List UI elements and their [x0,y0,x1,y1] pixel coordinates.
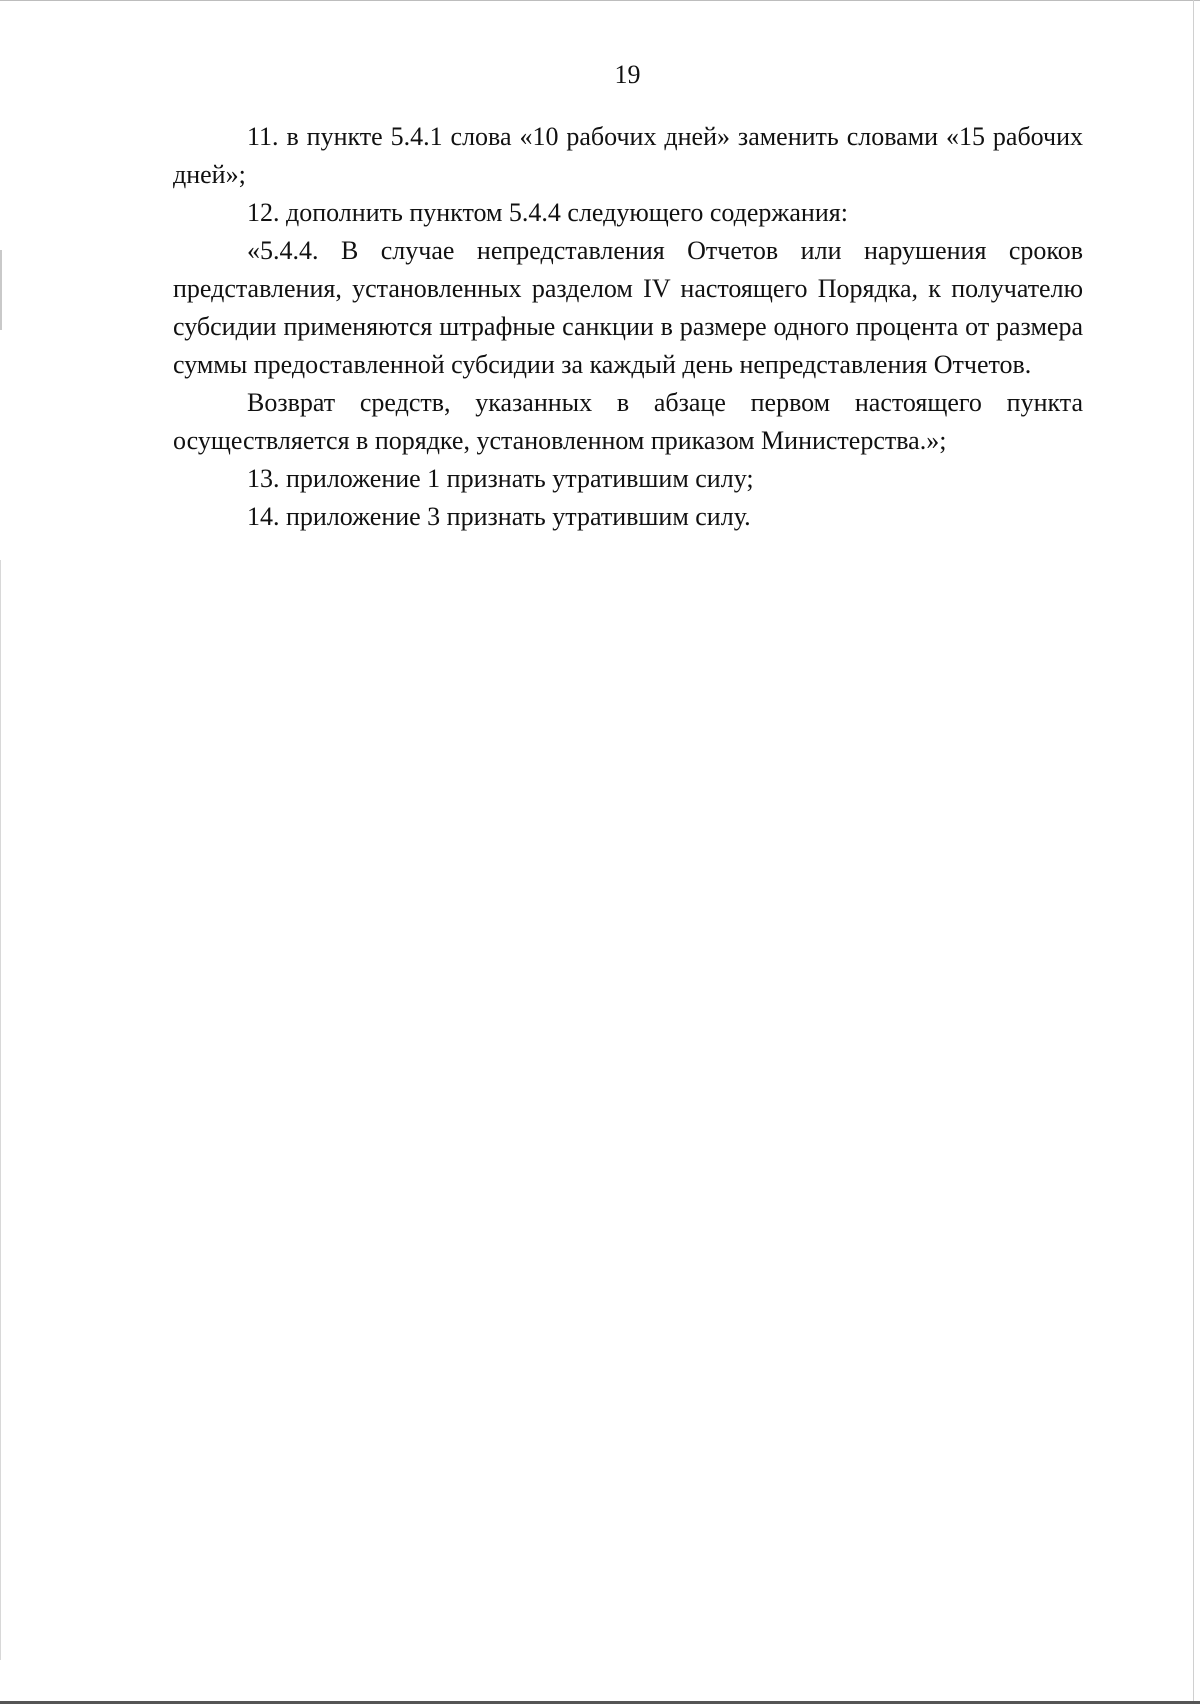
paragraph-item-12: 12. дополнить пунктом 5.4.4 следующего содержания: [247,198,848,227]
paragraph-item-11: 11. в пункте 5.4.1 слова «10 рабочих дней» заменить словами «15 рабочих дней»; [173,122,1083,189]
document-body [173,118,1083,536]
scan-edge-top [0,0,1200,1]
paragraph-new-clause-5-4-4: «5.4.4. В случае непредставления Отчетов или нарушения сроков представления, установленных разделом IV настоящего Порядка, к получателю субсидии применяются штрафные санкции в размере одного процента от размера суммы предоставленной субсидии за каждый день непредставления Отчетов. [173,236,1083,379]
page-number: 19 [614,60,641,89]
scan-edge-right [1193,0,1194,1704]
scan-edge-left [0,560,1,1660]
scan-edge-left-mark [0,250,2,330]
paragraph-item-14: 14. приложение 3 признать утратившим силу. [247,502,751,531]
paragraph-refund-procedure: Возврат средств, указанных в абзаце первом настоящего пункта осуществляется в порядке, установленном приказом Министерства.»; [173,388,1083,455]
paragraph-item-13: 13. приложение 1 признать утратившим силу; [247,464,754,493]
